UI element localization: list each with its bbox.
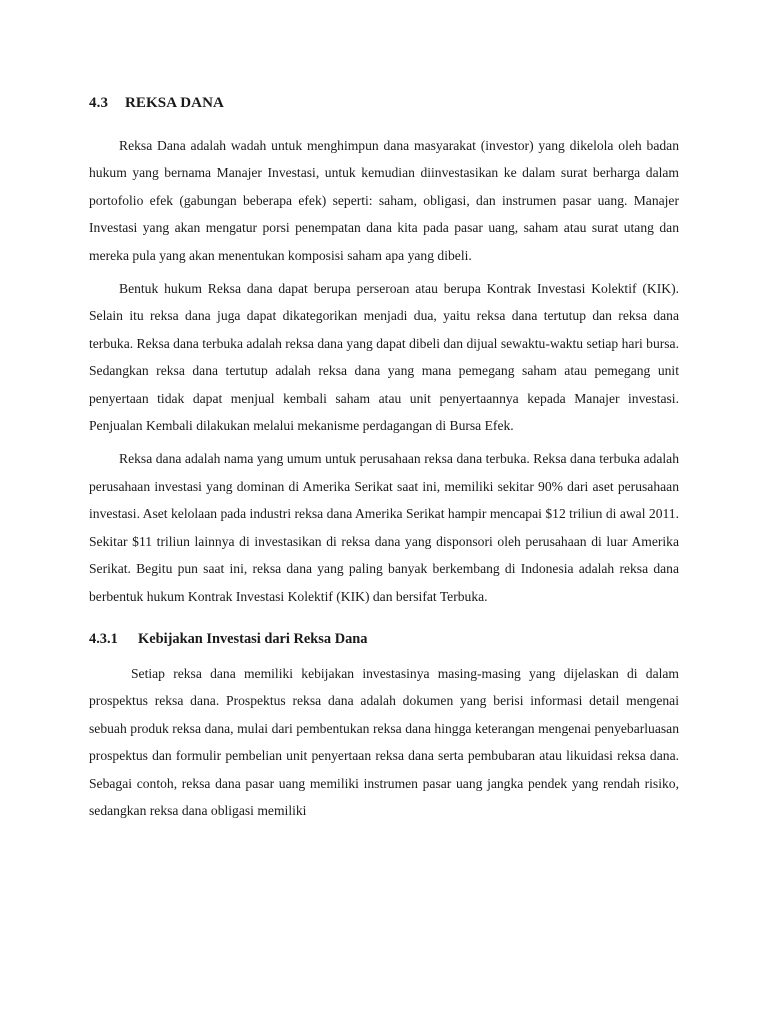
subsection-heading (89, 624, 679, 654)
paragraph-open-end-funds: Reksa dana adalah nama yang umum untuk perusahaan reksa dana terbuka. Reksa dana terbuka adalah perusahaan investasi yang dominan di Amerika Serikat saat ini, memiliki sekitar 90% dari aset perusahaan investasi. Aset kelolaan pada industri reksa dana Amerika Serikat hampir mencapai $12 triliun di awal 2011. Sekitar $11 triliun lainnya di investasikan di reksa dana yang disponsori oleh perusahaan di luar Amerika Serikat. Begitu pun saat ini, reksa dana yang paling banyak berkembang di Indonesia adalah reksa dana berbentuk hukum Kontrak Investasi Kolektif (KIK) dan bersifat Terbuka. (89, 451, 679, 604)
subsection-number: 4.3.1 (89, 630, 118, 647)
subsection-title: Kebijakan Investasi dari Reksa Dana (138, 630, 368, 647)
section-heading (89, 88, 679, 118)
section-number: 4.3 (89, 95, 109, 111)
paragraph-definition: Reksa Dana adalah wadah untuk menghimpun dana masyarakat (investor) yang dikelola oleh badan hukum yang bernama Manajer Investasi, untuk kemudian diinvestasikan ke dalam surat berharga dalam portofolio efek (gabungan beberapa efek) seperti: saham, obligasi, dan instrumen pasar uang. Manajer Investasi yang akan mengatur porsi penempatan dana kita pada pasar uang, saham atau surat utang dan mereka pula yang akan menentukan komposisi saham apa yang dibeli. (89, 138, 679, 263)
page-content (89, 88, 679, 830)
paragraph-legal-form: Bentuk hukum Reksa dana dapat berupa perseroan atau berupa Kontrak Investasi Kolektif (KIK). Selain itu reksa dana juga dapat dikategorikan menjadi dua, yaitu reksa dana tertutup dan reksa dana terbuka. Reksa dana terbuka adalah reksa dana yang dapat dibeli dan dijual sewaktu-waktu setiap hari bursa. Sedangkan reksa dana tertutup adalah reksa dana yang mana pemegang saham atau pemegang unit penyertaan tidak dapat menjual kembali saham atau unit penyertaannya kepada Manajer investasi. Penjualan Kembali dilakukan melalui mekanisme perdagangan di Bursa Efek. (89, 281, 679, 434)
section-title: REKSA DANA (125, 95, 224, 111)
paragraph-investment-policy: Setiap reksa dana memiliki kebijakan investasinya masing-masing yang dijelaskan di dalam prospektus reksa dana. Prospektus reksa dana adalah dokumen yang berisi informasi detail mengenai sebuah produk reksa dana, mulai dari pembentukan reksa dana hingga keterangan mengenai penyebarluasan prospektus dan formulir pembelian unit penyertaan reksa dana serta pembubaran atau likuidasi reksa dana. Sebagai contoh, reksa dana pasar uang memiliki instrumen pasar uang jangka pendek yang rendah risiko, sedangkan reksa dana obligasi memiliki (89, 665, 679, 818)
